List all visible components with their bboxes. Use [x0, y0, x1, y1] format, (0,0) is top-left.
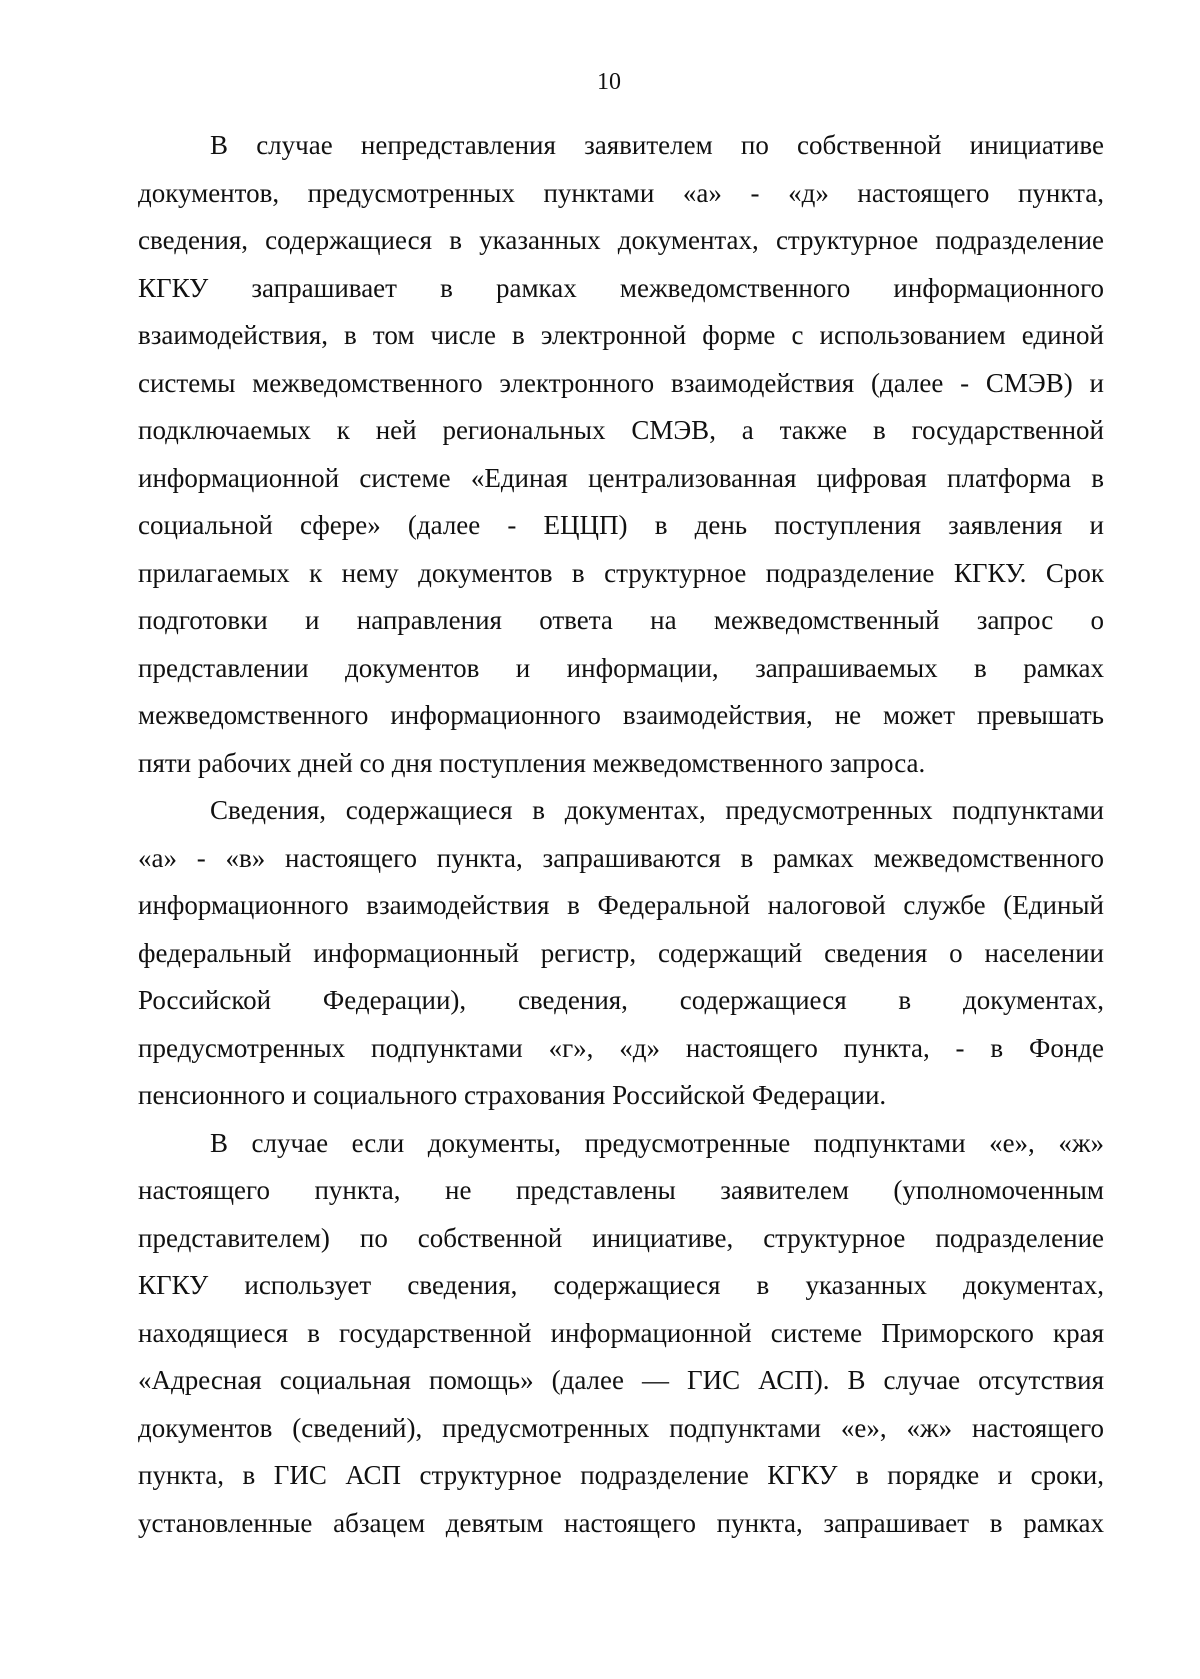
paragraph-1-line-5: взаимодействия, в том числе в электронной форме с использованием единой	[138, 320, 1104, 350]
paragraph-1-line-1: В случае непредставления заявителем по собственной инициативе	[210, 130, 1104, 160]
paragraph-1-line-4: КГКУ запрашивает в рамках межведомственного информационного	[138, 272, 1104, 303]
paragraph-3-line-7: документов (сведений), предусмотренных подпунктами «е», «ж» настоящего	[138, 1412, 1104, 1443]
paragraph-2-line-5: Российской Федерации), сведения, содержащиеся в документах,	[138, 985, 1104, 1015]
paragraph-1-line-2: документов, предусмотренных пунктами «а» - «д» настоящего пункта,	[138, 177, 1104, 208]
page-number: 10	[597, 69, 621, 95]
paragraph-3-line-5: находящиеся в государственной информационной системе Приморского края	[138, 1317, 1104, 1348]
paragraph-3-line-6: «Адресная социальная помощь» (далее — ГИС АСП). В случае отсутствия	[138, 1365, 1104, 1395]
paragraph-1-line-11: подготовки и направления ответа на межведомственный запрос о	[138, 605, 1104, 635]
paragraph-2-line-2: «а» - «в» настоящего пункта, запрашиваются в рамках межведомственного	[138, 842, 1104, 873]
paragraph-2	[138, 787, 1104, 1120]
paragraph-1-line-9: социальной сфере» (далее - ЕЦЦП) в день поступления заявления и	[138, 510, 1104, 540]
paragraph-2-line-1: Сведения, содержащиеся в документах, предусмотренных подпунктами	[210, 795, 1104, 825]
paragraph-1-line-8: информационной системе «Единая централизованная цифровая платформа в	[138, 462, 1104, 493]
paragraph-3-line-9: установленные абзацем девятым настоящего пункта, запрашивает в рамках	[138, 1507, 1104, 1538]
paragraph-2-line-7: пенсионного и социального страхования Российской Федерации.	[138, 1080, 887, 1110]
paragraph-1-line-12: представлении документов и информации, запрашиваемых в рамках	[138, 652, 1104, 683]
paragraph-2-line-4: федеральный информационный регистр, содержащий сведения о населении	[138, 937, 1104, 968]
paragraph-3-line-8: пункта, в ГИС АСП структурное подразделение КГКУ в порядке и сроки,	[138, 1460, 1104, 1490]
paragraph-1-line-14: пяти рабочих дней со дня поступления межведомственного запроса.	[138, 747, 926, 778]
document-text	[138, 122, 1104, 1547]
paragraph-1-line-10: прилагаемых к нему документов в структурное подразделение КГКУ. Срок	[138, 557, 1104, 588]
paragraph-3-line-1: В случае если документы, предусмотренные подпунктами «е», «ж»	[210, 1127, 1104, 1158]
paragraph-3-line-4: КГКУ использует сведения, содержащиеся в указанных документах,	[138, 1270, 1104, 1300]
paragraph-3-line-2: настоящего пункта, не представлены заявителем (уполномоченным	[138, 1175, 1104, 1205]
paragraph-2-line-6: предусмотренных подпунктами «г», «д» настоящего пункта, - в Фонде	[138, 1032, 1104, 1063]
paragraph-1	[138, 122, 1104, 787]
paragraph-2-line-3: информационного взаимодействия в Федеральной налоговой службе (Единый	[138, 890, 1104, 920]
paragraph-1-line-7: подключаемых к ней региональных СМЭВ, а также в государственной	[138, 415, 1104, 445]
paragraph-1-line-13: межведомственного информационного взаимодействия, не может превышать	[138, 700, 1104, 730]
paragraph-3-line-3: представителем) по собственной инициативе, структурное подразделение	[138, 1222, 1104, 1253]
paragraph-1-line-6: системы межведомственного электронного взаимодействия (далее - СМЭВ) и	[138, 367, 1104, 398]
paragraph-3	[138, 1120, 1104, 1548]
paragraph-1-line-3: сведения, содержащиеся в указанных документах, структурное подразделение	[138, 225, 1104, 255]
